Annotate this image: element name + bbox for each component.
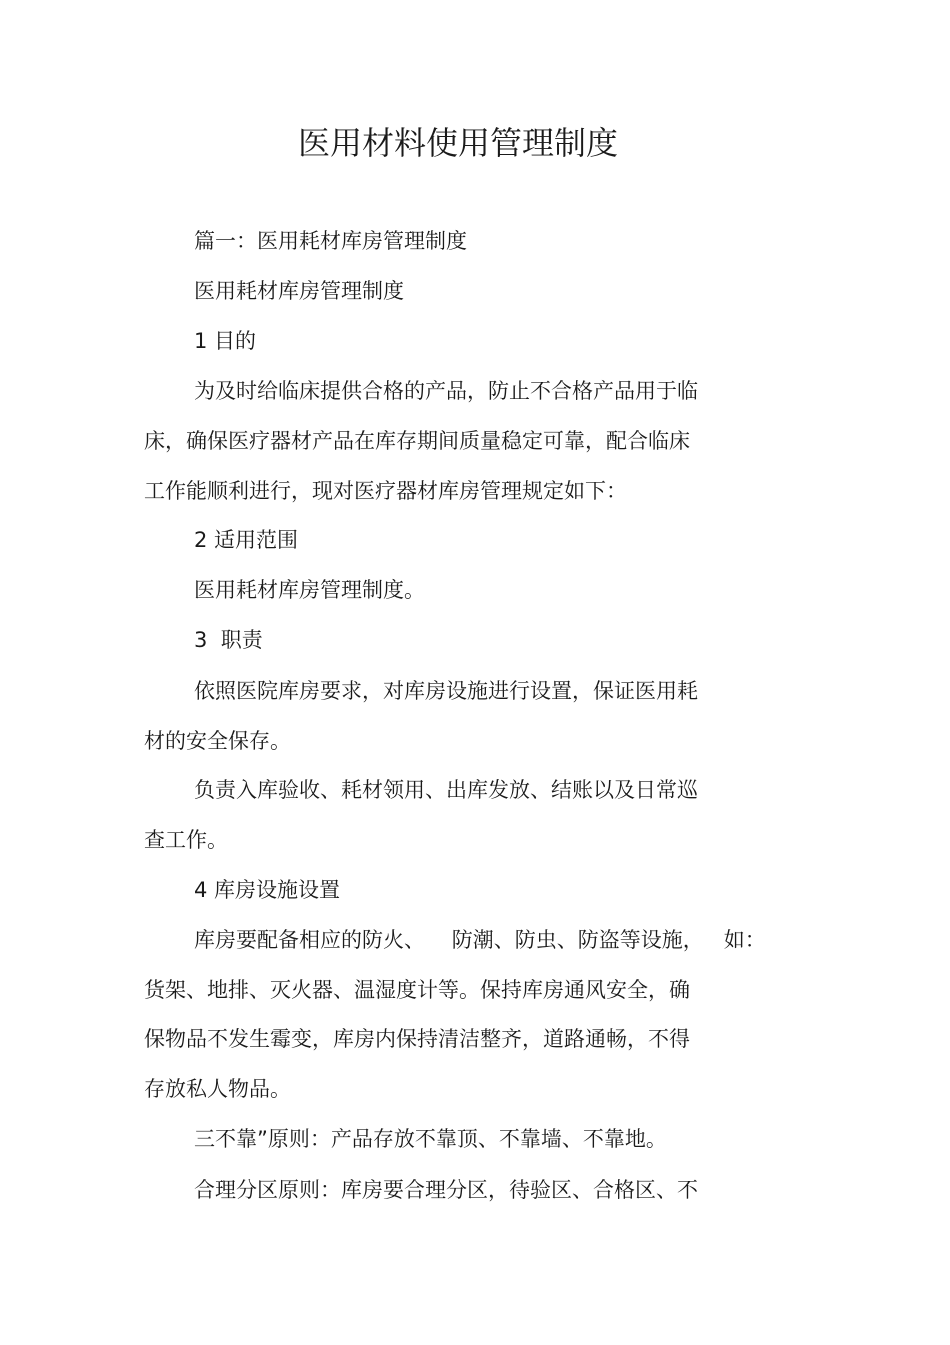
paragraph-line: 负责入库验收、耗材领用、出库发放、结账以及日常巡 bbox=[194, 778, 698, 802]
document-title: 医用材料使用管理制度 bbox=[297, 124, 618, 162]
paragraph-line: 床，确保医疗器材产品在库存期间质量稳定可靠，配合临床 bbox=[144, 429, 690, 453]
heading-duties: 3 职责 bbox=[194, 628, 263, 652]
heading-purpose: 1 目的 bbox=[194, 329, 257, 353]
heading-scope: 2 适用范围 bbox=[194, 528, 299, 552]
paragraph-line: 三不靠”原则：产品存放不靠顶、不靠墙、不靠地。 bbox=[194, 1127, 667, 1151]
subtitle: 医用耗材库房管理制度 bbox=[194, 279, 404, 303]
paragraph-line: 保物品不发生霉变，库房内保持清洁整齐，道路通畅，不得 bbox=[144, 1027, 690, 1051]
paragraph-line: 货架、地排、灭火器、温湿度计等。保持库房通风安全，确 bbox=[144, 978, 690, 1002]
section-heading: 篇一：医用耗材库房管理制度 bbox=[194, 229, 467, 253]
paragraph-line: 查工作。 bbox=[144, 828, 228, 852]
paragraph-line: 材的安全保存。 bbox=[144, 729, 291, 753]
paragraph-line: 医用耗材库房管理制度。 bbox=[194, 578, 425, 602]
paragraph-line: 依照医院库房要求，对库房设施进行设置，保证医用耗 bbox=[194, 679, 698, 703]
paragraph-line: 工作能顺利进行，现对医疗器材库房管理规定如下： bbox=[144, 479, 627, 503]
paragraph-line: 存放私人物品。 bbox=[144, 1077, 291, 1101]
paragraph-line: 库房要配备相应的防火、 防潮、防虫、防盗等设施， 如： bbox=[194, 928, 766, 952]
heading-facilities: 4 库房设施设置 bbox=[194, 878, 341, 902]
paragraph-line: 合理分区原则：库房要合理分区，待验区、合格区、不 bbox=[194, 1178, 698, 1202]
paragraph-line: 为及时给临床提供合格的产品，防止不合格产品用于临 bbox=[194, 379, 698, 403]
